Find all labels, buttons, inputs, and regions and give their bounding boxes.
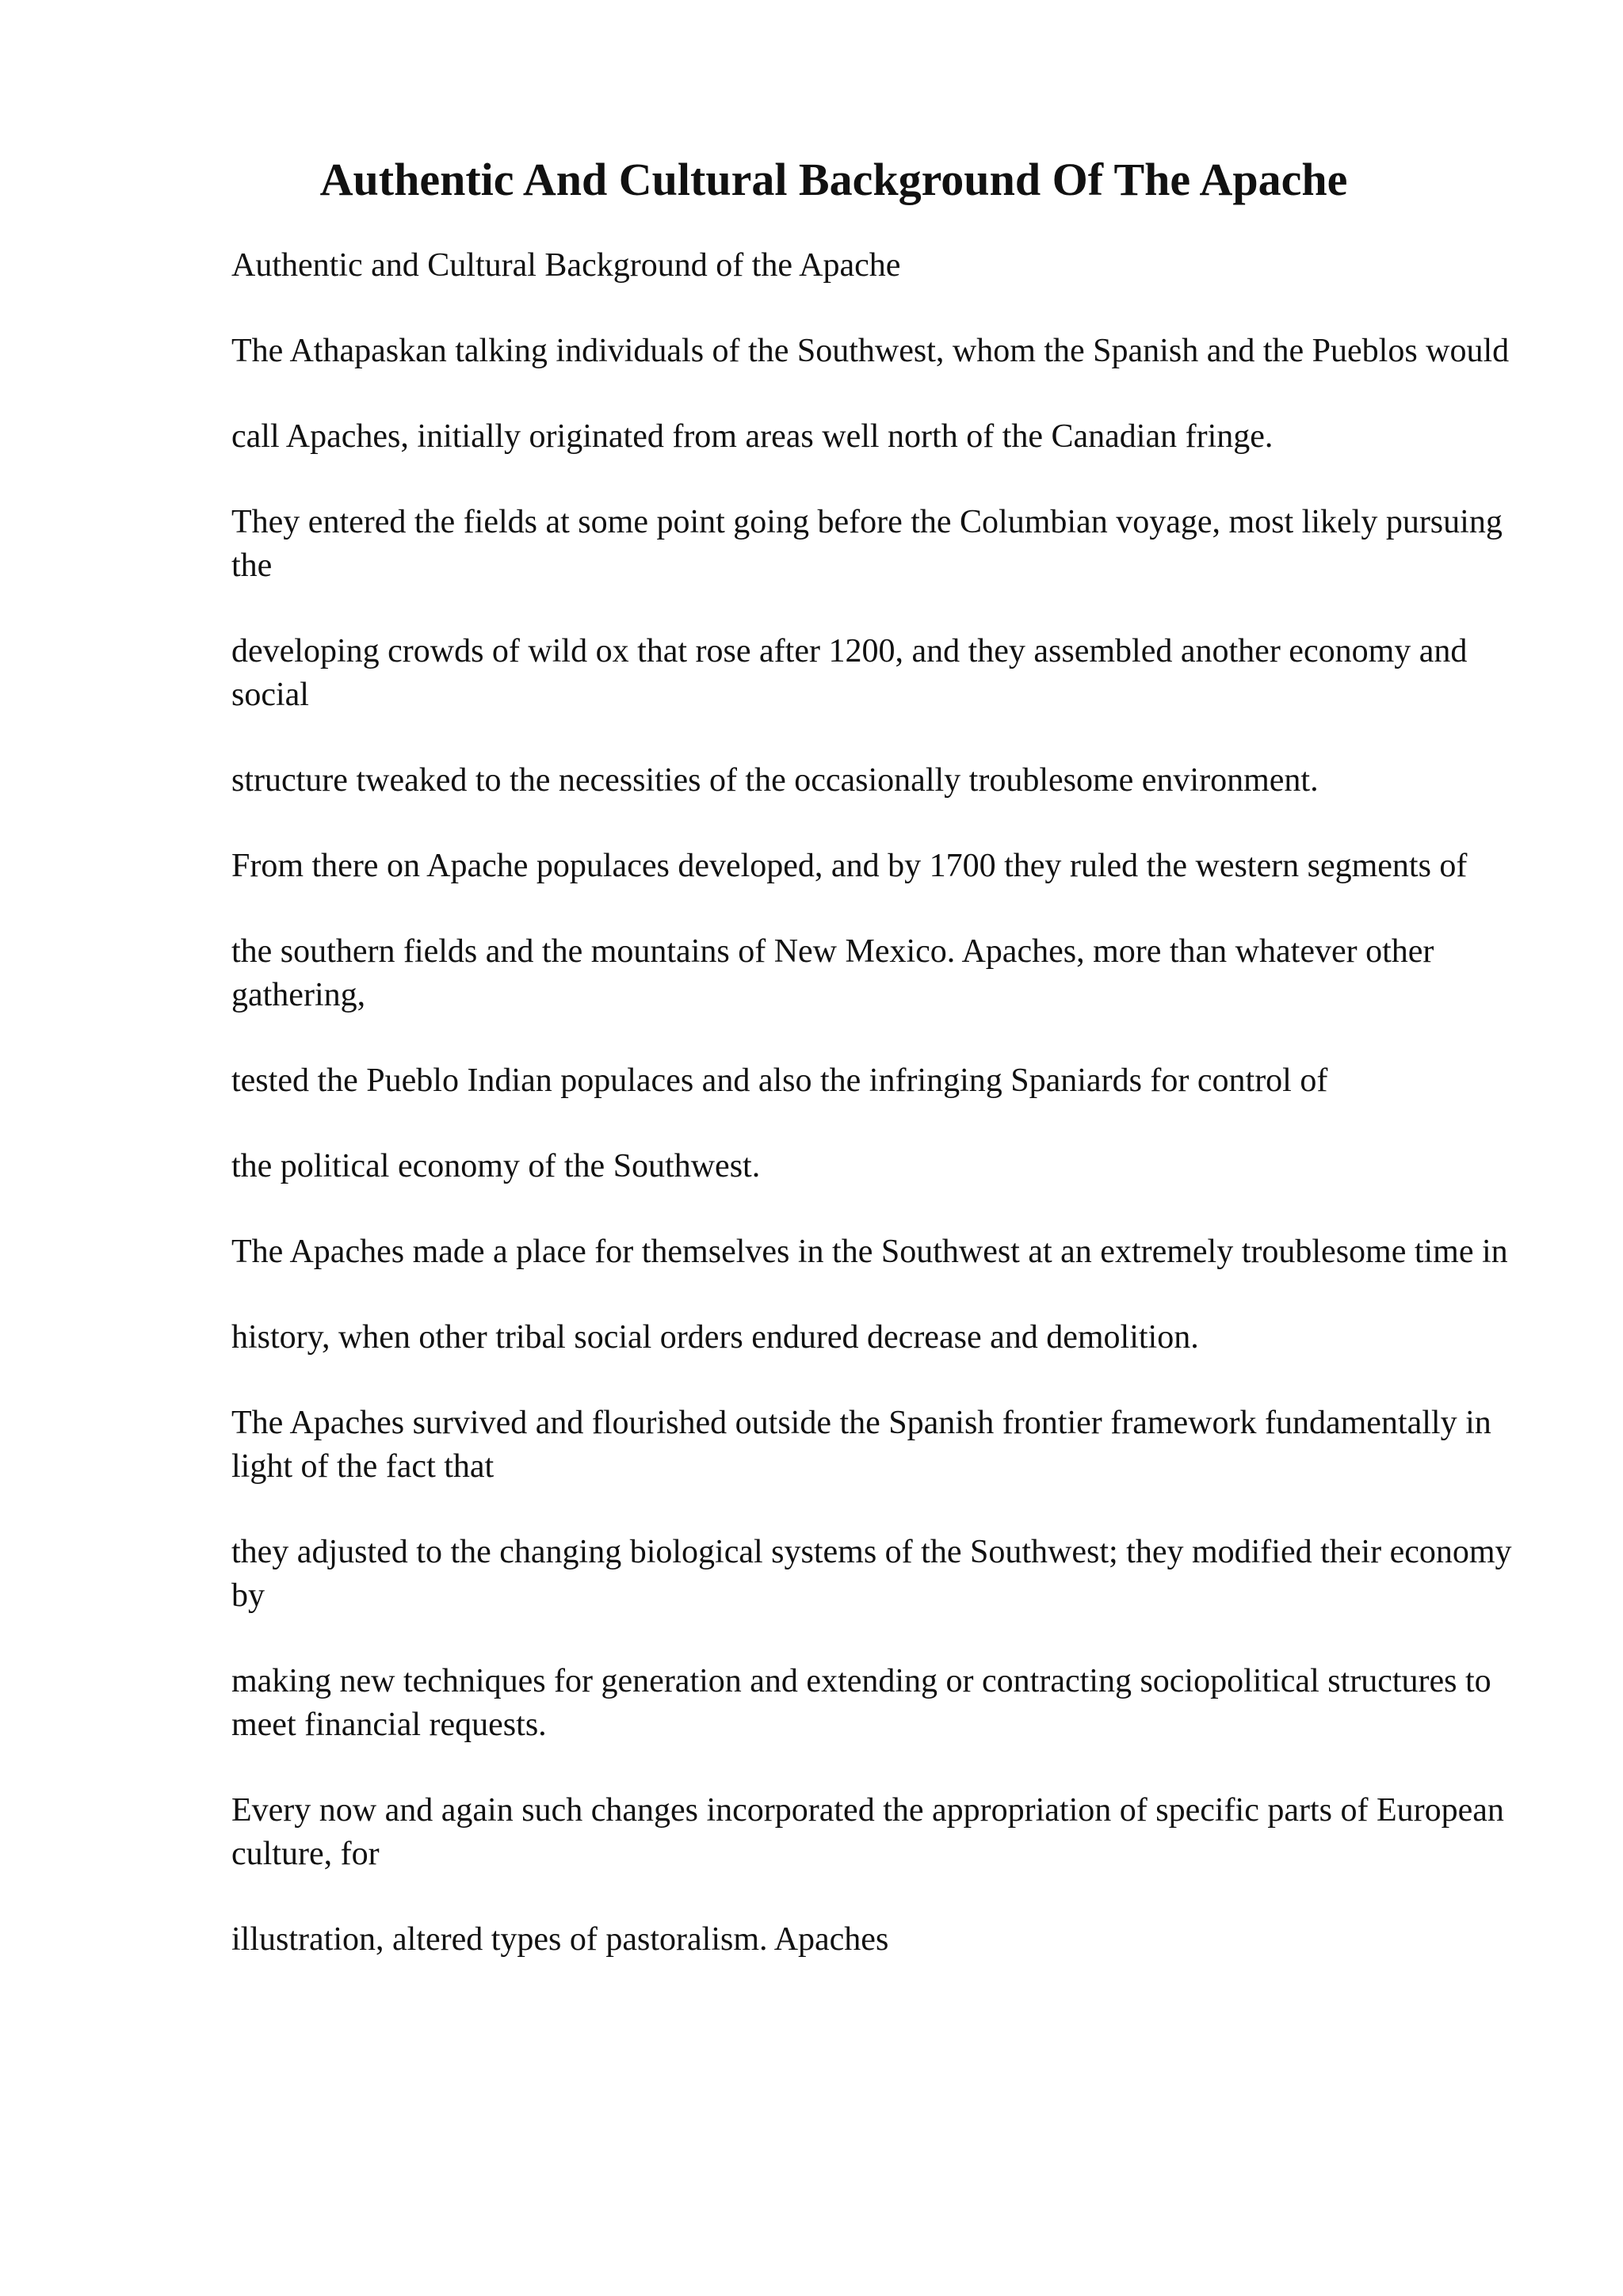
paragraph: the southern fields and the mountains of New Mexico. Apaches, more than whatever other gathering, xyxy=(231,933,1434,1013)
paragraph: history, when other tribal social orders endured decrease and demolition. xyxy=(231,1319,1199,1356)
paragraph: Every now and again such changes incorporated the appropriation of specific parts of European culture, for xyxy=(231,1792,1504,1872)
paragraph: From there on Apache populaces developed, and by 1700 they ruled the western segments of xyxy=(231,848,1468,884)
paragraph: call Apaches, initially originated from areas well north of the Canadian fringe. xyxy=(231,418,1274,455)
paragraph: The Apaches survived and flourished outside the Spanish frontier framework fundamentally in light of the fact that xyxy=(231,1405,1491,1485)
paragraph: The Apaches made a place for themselves in the Southwest at an extremely troublesome time in xyxy=(231,1234,1508,1270)
paragraph: They entered the fields at some point going before the Columbian voyage, most likely pursuing the xyxy=(231,504,1503,584)
paragraph: The Athapaskan talking individuals of the Southwest, whom the Spanish and the Pueblos would xyxy=(231,333,1510,369)
paragraph: tested the Pueblo Indian populaces and also the infringing Spaniards for control of xyxy=(231,1062,1328,1099)
document-title: Authentic And Cultural Background Of The Apache xyxy=(319,154,1348,205)
paragraph: Authentic and Cultural Background of the Apache xyxy=(231,247,901,284)
paragraph: structure tweaked to the necessities of the occasionally troublesome environment. xyxy=(231,762,1319,799)
document-body xyxy=(231,244,1531,2004)
paragraph: making new techniques for generation and extending or contracting sociopolitical structures to meet financial requests. xyxy=(231,1663,1491,1743)
paragraph: illustration, altered types of pastoralism. Apaches xyxy=(231,1921,889,1958)
paragraph: developing crowds of wild ox that rose after 1200, and they assembled another economy and social xyxy=(231,633,1468,713)
paragraph: the political economy of the Southwest. xyxy=(231,1148,761,1184)
paragraph: they adjusted to the changing biological systems of the Southwest; they modified their economy by xyxy=(231,1534,1512,1614)
